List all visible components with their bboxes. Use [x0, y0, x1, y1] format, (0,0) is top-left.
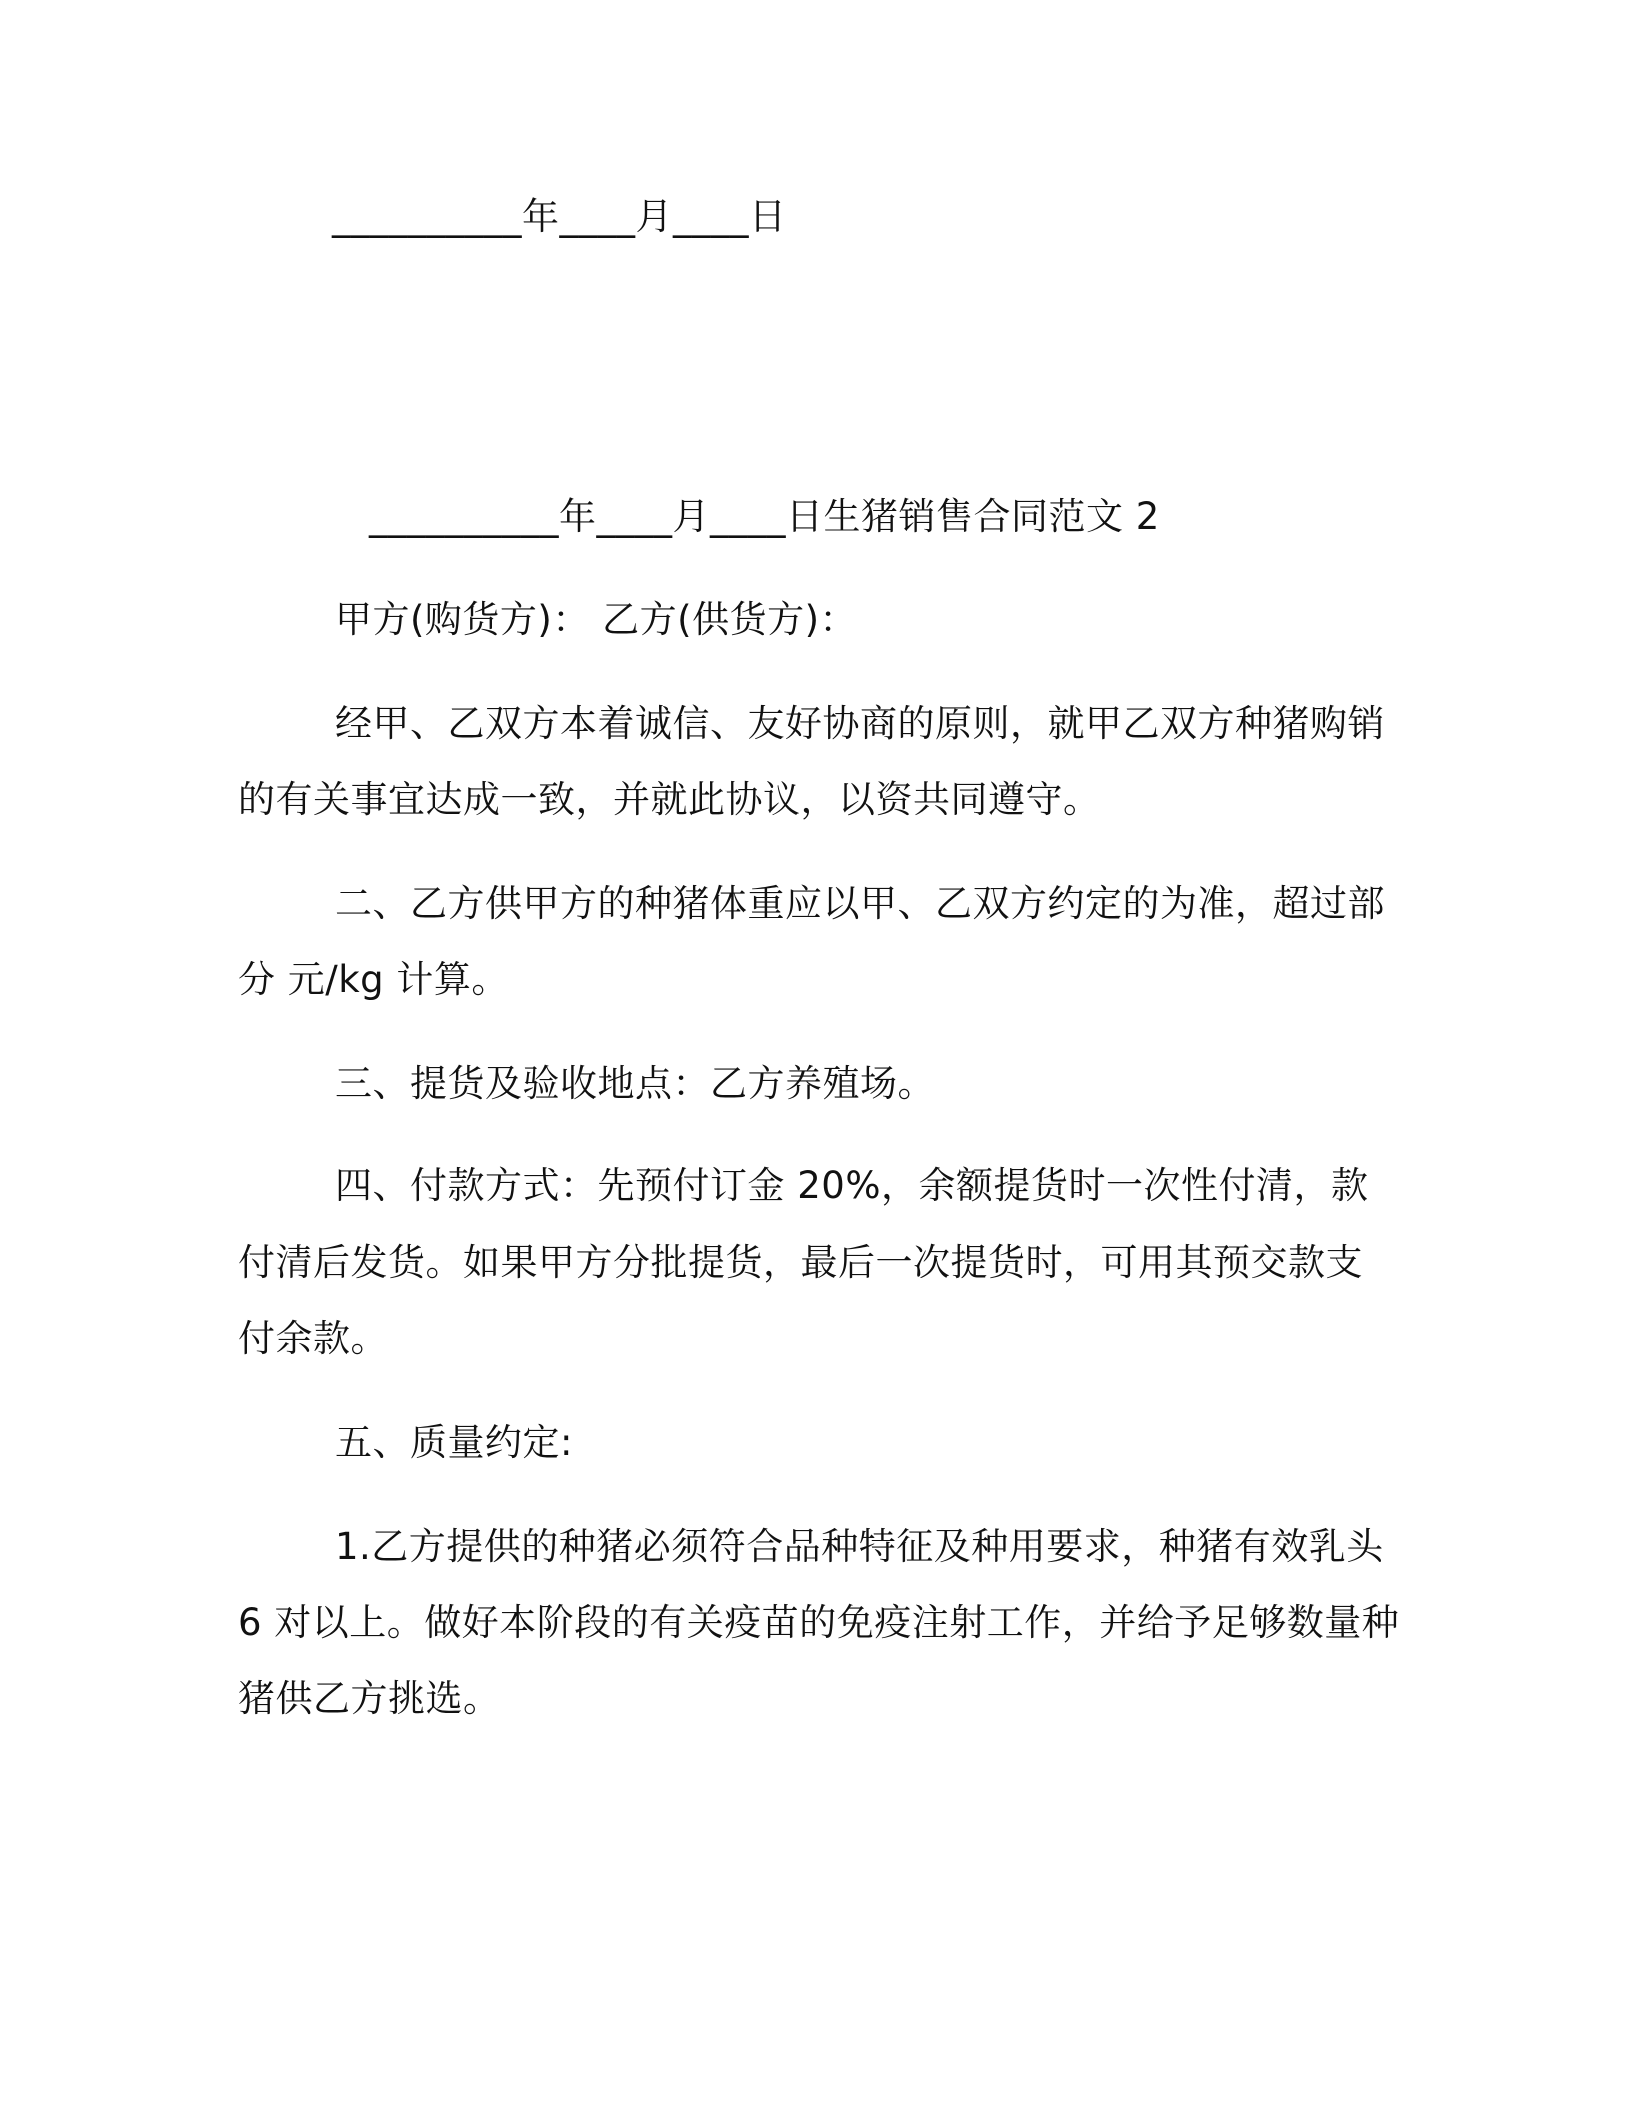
clause-2-line-1: 二、乙方供甲方的种猪体重应以甲、乙双方约定的为准，超过部	[335, 882, 1385, 925]
clause-4-line-1: 四、付款方式：先预付订金 20%，余额提货时一次性付清，款	[335, 1164, 1369, 1207]
clause-4-line-3: 付余款。	[238, 1317, 388, 1360]
parties-line: 甲方(购货方)： 乙方(供货方)：	[335, 598, 858, 641]
clause-5-1-line-3: 猪供乙方挑选。	[238, 1677, 501, 1720]
clause-2-line-2: 分 元/kg 计算。	[238, 958, 509, 1001]
clause-5-1-line-2: 6 对以上。做好本阶段的有关疫苗的免疫注射工作，并给予足够数量种	[238, 1601, 1400, 1644]
intro-line-2: 的有关事宜达成一致，并就此协议，以资共同遵守。	[238, 778, 1101, 821]
clause-5-heading: 五、质量约定:	[335, 1421, 573, 1464]
clause-5-1-line-1: 1.乙方提供的种猪必须符合品种特征及种用要求，种猪有效乳头	[335, 1525, 1384, 1568]
date-line: __________年____月____日	[332, 195, 787, 238]
clause-3-line-1: 三、提货及验收地点：乙方养殖场。	[335, 1062, 935, 1105]
intro-line-1: 经甲、乙双方本着诚信、友好协商的原则，就甲乙双方种猪购销	[335, 702, 1385, 745]
document-title: __________年____月____日生猪销售合同范文 2	[369, 495, 1160, 538]
clause-4-line-2: 付清后发货。如果甲方分批提货，最后一次提货时，可用其预交款支	[238, 1241, 1363, 1284]
